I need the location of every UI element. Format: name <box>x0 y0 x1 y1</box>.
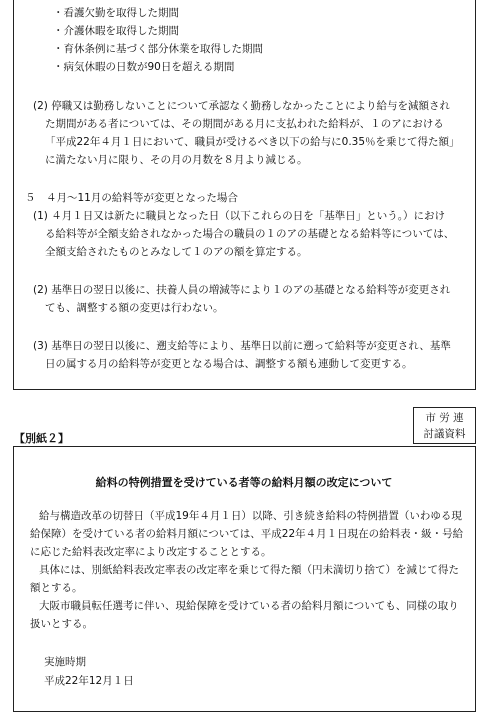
para2-line: 具体には、別紙給料表改定率表の改定率を乗じて得た額（円未満切り捨て）を減じて得た <box>39 564 459 576</box>
bullet-item: ・介護休暇を取得した期間 <box>53 25 179 37</box>
sub1-line: (1) ４月１日又は新たに職員となった日（以下これらの日を「基準日」という。）におけ <box>33 210 445 222</box>
para2-line: 額とする。 <box>30 582 83 594</box>
para1-line: に応じた給料表改定率により改定することとする。 <box>30 546 272 558</box>
discussion-material-stamp <box>413 407 476 444</box>
para3-line: 大阪市職員転任選考に伴い、現給保障を受けている者の給料月額についても、同様の取り <box>39 600 459 612</box>
item2-line: (2) 停職又は勤務しないことについて承認なく勤務しなかったことにより給与を減額され <box>33 100 450 112</box>
section5-heading: ５ ４月～11月の給料等が変更となった場合 <box>25 192 238 204</box>
para3-line: 扱いとする。 <box>30 618 93 630</box>
item2-line: た期間がある者については、その期間がある月に支払われた給料が、１のアにおける <box>45 118 444 130</box>
item2-line: 「平成22年４月１日において、職員が受けるべき以下の給与に0.35％を乗じて得た額」 <box>45 136 460 148</box>
bullet-item: ・育休条例に基づく部分休業を取得した期間 <box>53 43 263 55</box>
sub3-line: (3) 基準日の翌日以後に、遡支給等により、基準日以前に遡って給料等が変更され、基準 <box>33 340 451 352</box>
sub2-line: (2) 基準日の翌日以後に、扶養人員の増減等により１のアの基礎となる給料等が変更され <box>33 284 451 296</box>
stamp-line-1: 市 労 連 <box>425 412 464 424</box>
effective-date: 平成22年12月１日 <box>44 675 134 687</box>
section2-title: 給料の特例措置を受けている者等の給料月額の改定について <box>95 476 393 489</box>
bullet-item: ・病気休暇の日数が90日を超える期間 <box>53 61 235 73</box>
effective-label: 実施時期 <box>44 656 86 668</box>
sub3-line: 日の属する月の給料等が変更となる場合は、調整する額も連動して変更する。 <box>45 358 413 370</box>
bullet-item: ・看護欠勤を取得した期間 <box>53 7 179 19</box>
stamp-line-2: 討議資料 <box>423 428 466 440</box>
para1-line: 給保障）を受けている者の給料月額については、平成22年４月１日現在の給料表・級・号給 <box>30 528 464 540</box>
sub2-line: ても、調整する額の変更は行わない。 <box>45 302 224 314</box>
item2-line: に満たない月に限り、その月の月数を８月より減じる。 <box>45 154 308 166</box>
sub1-line: 全額支給されたものとみなして１のアの額を算定する。 <box>45 246 308 258</box>
para1-line: 給与構造改革の切替日（平成19年４月１日）以降、引き続き給料の特例措置（いわゆる現 <box>39 510 462 522</box>
sub1-line: る給料等が全額支給されなかった場合の職員の１のアの基礎となる給料等については、 <box>45 228 455 240</box>
attachment-label: 【別紙２】 <box>14 432 69 445</box>
